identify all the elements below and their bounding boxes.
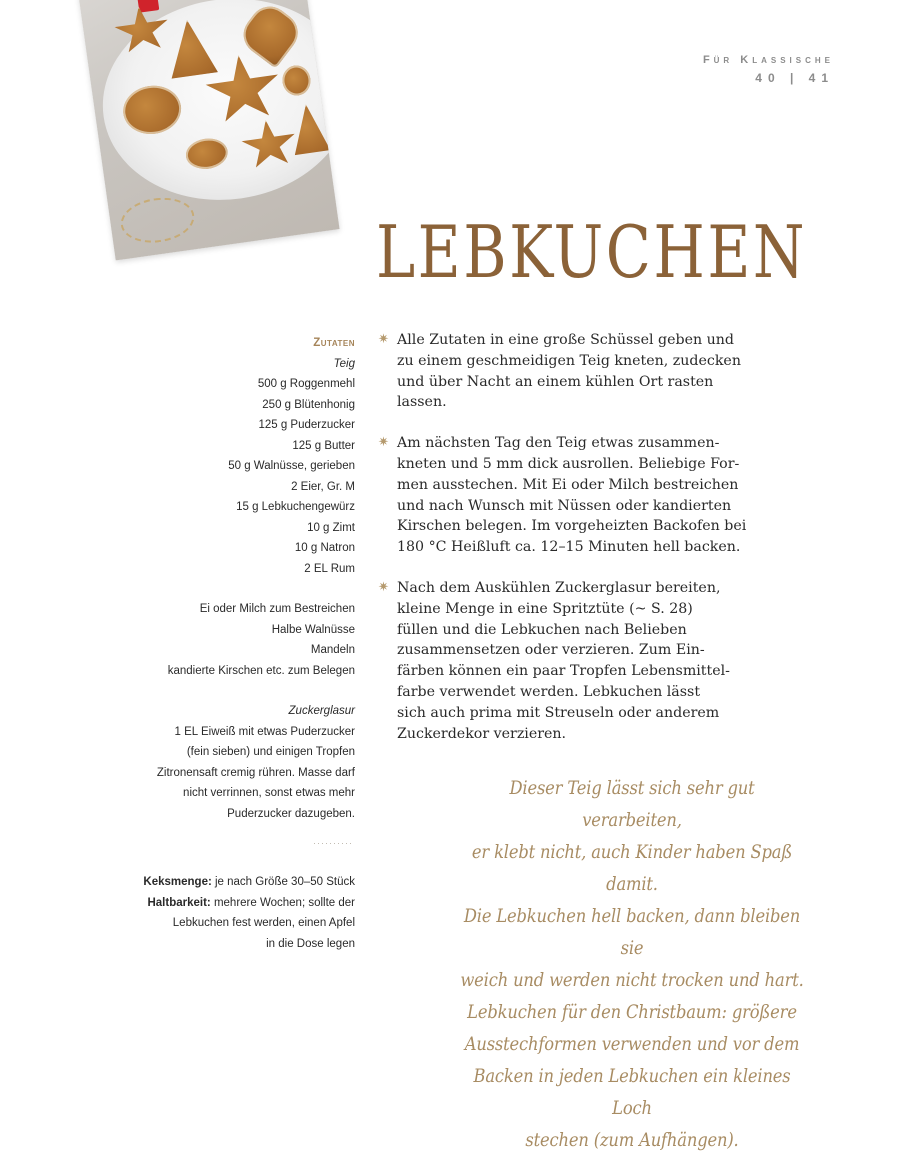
step-line: sich auch prima mit Streuseln oder anderem <box>397 704 720 721</box>
ingredient-item: 15 g Lebkuchengewürz <box>236 501 355 513</box>
glaze-line: Puderzucker dazugeben. <box>227 807 355 820</box>
tip-line: stechen (zum Aufhängen). <box>525 1129 739 1151</box>
topping-item: Ei oder Milch zum Bestreichen <box>199 603 355 615</box>
star-bullet-icon: ✷ <box>378 579 389 595</box>
glaze-line: Zitronensaft cremig rühren. Masse darf <box>156 766 355 779</box>
topping-item: Mandeln <box>310 644 355 656</box>
recipe-title: LEBKUCHEN <box>376 210 808 295</box>
step-line: kneten und 5 mm dick ausrollen. Beliebige For- <box>397 455 740 472</box>
step-line: lassen. <box>397 394 447 411</box>
yield-line <box>100 872 355 893</box>
yield-value: je nach Größe 30–50 Stück <box>211 876 355 888</box>
ingredient-item: 125 g Butter <box>292 439 355 452</box>
tip-line: Lebkuchen für den Christbaum: größere <box>467 1001 797 1023</box>
ingredient-item: 10 g Zimt <box>307 521 355 534</box>
step-3 <box>378 578 748 744</box>
page-numbers: 40 | 41 <box>755 71 834 85</box>
topping-item: kandierte Kirschen etc. zum Belegen <box>167 664 355 677</box>
tip-line: Ausstechformen verwenden und vor dem <box>464 1033 800 1055</box>
step-line: 180 °C Heißluft ca. 12–15 Minuten hell backen. <box>397 539 741 556</box>
step-line: und nach Wunsch mit Nüssen oder kandierten <box>397 497 732 514</box>
step-line: men ausstechen. Mit Ei oder Milch bestreichen <box>397 476 739 493</box>
dough-subheading: Teig <box>333 357 355 370</box>
step-line: Am nächsten Tag den Teig etwas zusammen- <box>397 435 720 452</box>
step-line: Zuckerdekor verzieren. <box>397 725 567 742</box>
step-line: Alle Zutaten in eine große Schüssel geben und <box>397 332 734 348</box>
ingredient-item: 125 g Puderzucker <box>258 419 355 431</box>
ingredient-item: 50 g Walnüsse, gerieben <box>228 460 355 472</box>
handwritten-tip <box>460 772 804 1156</box>
shelf-life-value: mehrere Wochen; sollte der <box>210 896 355 909</box>
ingredient-item: 2 EL Rum <box>304 562 355 575</box>
dotted-divider: ·········· <box>313 838 353 848</box>
spacer <box>100 579 355 599</box>
star-bullet-icon: ✷ <box>378 332 389 347</box>
tip-line: er klebt nicht, auch Kinder haben Spaß damit. <box>471 841 793 895</box>
spacer <box>100 681 355 701</box>
yield-label: Keksmenge: <box>143 876 212 888</box>
tip-line: Dieser Teig lässt sich sehr gut verarbeiten, <box>509 777 755 831</box>
tip-line: weich und werden nicht trocken und hart. <box>460 969 804 991</box>
step-line: Nach dem Auskühlen Zuckerglasur bereiten, <box>397 579 721 596</box>
ingredients-heading: Zutaten <box>313 337 355 349</box>
ingredient-item: 10 g Natron <box>294 542 355 554</box>
running-head <box>703 54 834 85</box>
glaze-line: 1 EL Eiweiß mit etwas Puderzucker <box>174 725 355 738</box>
ingredient-item: 250 g Blütenhonig <box>262 398 355 411</box>
star-bullet-icon: ✷ <box>378 435 389 451</box>
shelf-life-line <box>100 893 355 914</box>
step-line: füllen und die Lebkuchen nach Belieben <box>397 621 687 638</box>
section-title: Für Klassische <box>702 54 834 66</box>
ribbon-decoration <box>118 193 197 247</box>
step-line: zusammensetzen oder verzieren. Zum Ein- <box>397 642 705 659</box>
topping-item: Halbe Walnüsse <box>271 623 355 636</box>
shelf-life-label: Haltbarkeit: <box>147 896 211 909</box>
shelf-life-line: Lebkuchen fest werden, einen Apfel <box>172 917 355 929</box>
ingredients-column <box>100 333 355 954</box>
step-line: und über Nacht an einem kühlen Ort rasten <box>397 373 714 390</box>
tip-line: Die Lebkuchen hell backen, dann bleiben sie <box>463 905 801 959</box>
recipe-meta <box>100 872 355 954</box>
recipe-photo <box>78 0 339 260</box>
tip-line: Backen in jeden Lebkuchen ein kleines Loch <box>473 1065 791 1119</box>
ingredient-item: 2 Eier, Gr. M <box>291 480 355 493</box>
step-line: farbe verwendet werden. Lebkuchen lässt <box>397 683 701 700</box>
instruction-steps <box>378 330 748 764</box>
glaze-line: nicht verrinnen, sonst etwas mehr <box>183 787 355 799</box>
step-line: zu einem geschmeidigen Teig kneten, zudecken <box>397 352 741 369</box>
step-line: färben können ein paar Tropfen Lebensmittel- <box>397 663 730 680</box>
step-1 <box>378 330 748 413</box>
ingredient-item: 500 g Roggenmehl <box>257 378 355 390</box>
glaze-subheading: Zuckerglasur <box>288 705 355 717</box>
shelf-life-line: in die Dose legen <box>266 937 355 950</box>
step-2 <box>378 433 748 558</box>
step-line: kleine Menge in eine Spritztüte (~ S. 28) <box>397 600 693 617</box>
glaze-line: (fein sieben) und einigen Tropfen <box>186 746 355 758</box>
step-line: Kirschen belegen. Im vorgeheizten Backofen bei <box>397 518 747 535</box>
